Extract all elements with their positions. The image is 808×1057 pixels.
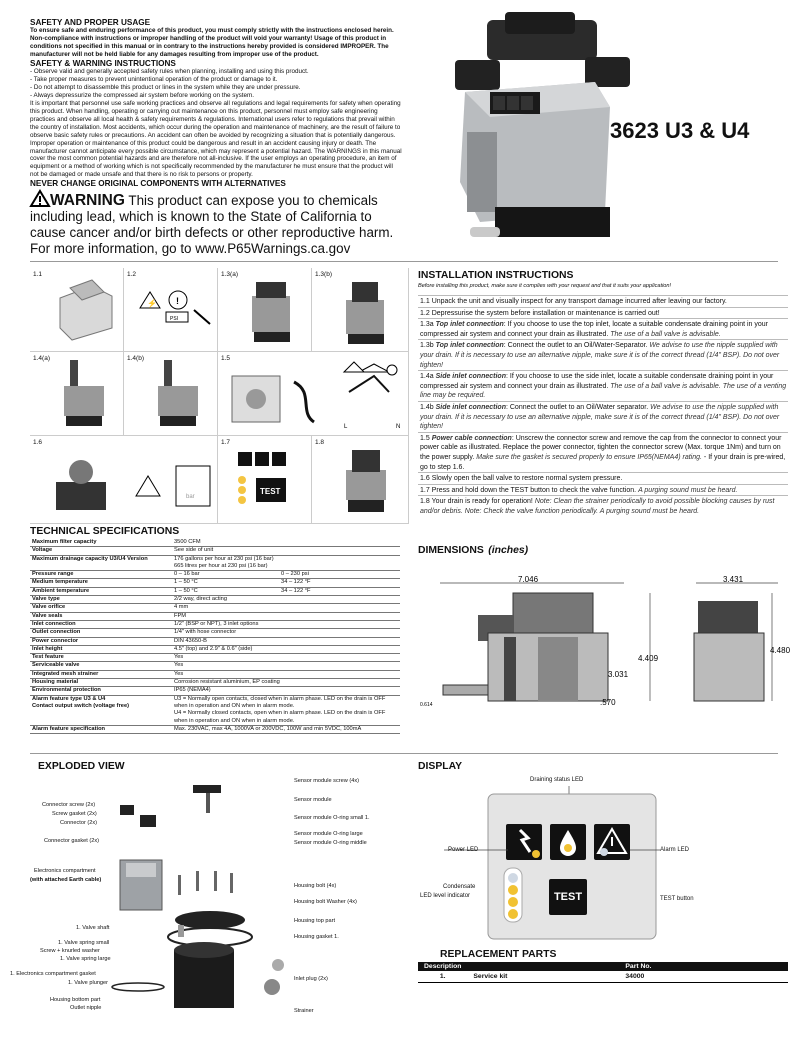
install-step: 1.4a Side inlet connection: If you choose to use the side inlet, locate a suitable condensate draining point in your compressed air system and connect your drain as illustrated. The use of a ball valve is advisable. The use of a venting line may be required. [418, 371, 788, 402]
step-label: 1.5 [221, 355, 231, 362]
step-label: 1.1 [33, 271, 43, 278]
technical-specifications [30, 526, 400, 734]
spec-row [30, 596, 400, 604]
spec-key: Alarm feature specification [30, 725, 172, 733]
spec-value: Yes [172, 662, 400, 670]
spec-value: 0 – 16 bar [172, 571, 279, 579]
spec-value: Max. 230VAC, max 4A, 1000VA or 200VDC, 100W and min 5VDC, 100mA [172, 725, 400, 733]
safety-bullet: - Do not attempt to disassemble this product or lines in the system while they are under pressure. [30, 84, 301, 92]
spec-key: Maximum filter capacity [30, 539, 172, 547]
spec-key: Inlet connection [30, 620, 172, 628]
step-label: 1.3(a) [221, 271, 238, 278]
exploded-drawing [100, 775, 300, 1045]
power-led-label: Power LED [448, 847, 479, 853]
warning-triangle-icon [30, 190, 50, 207]
safety-bullet: - Observe valid and generally accepted safety rules when planning, installing and using this product. [30, 68, 309, 76]
table-row: 1. Service kit 34000 [418, 971, 788, 983]
spec-value: See side of unit [172, 547, 400, 555]
safety-subtitle: SAFETY & WARNING INSTRUCTIONS [30, 59, 176, 69]
terminal-L: L [344, 424, 348, 430]
exploded-label: Housing bottom part [50, 997, 101, 1003]
step-label: 1.4(a) [33, 355, 50, 362]
prop65-warning [30, 190, 402, 257]
spec-key: Inlet height [30, 645, 172, 653]
safety-bullet: - Always depressurize the compressed air system before working on the system. [30, 92, 254, 100]
safety-closing: NEVER CHANGE ORIGINAL COMPONENTS WITH ALTERNATIVES [30, 179, 286, 189]
step-cell [218, 436, 312, 524]
safety-section [30, 18, 402, 189]
spec-value-imperial: 34 – 122 °F [279, 579, 400, 587]
specs-table [30, 539, 400, 734]
svg-text:⚡: ⚡ [147, 299, 157, 308]
dimensions-section [418, 540, 528, 558]
spec-row [30, 645, 400, 653]
spec-row [30, 604, 400, 612]
exploded-label: 1. Valve spring small [58, 940, 110, 946]
step-label: 1.8 [315, 439, 325, 446]
spec-key: Medium temperature [30, 579, 172, 587]
spec-key: Integrated mesh strainer [30, 670, 172, 678]
spec-row [30, 670, 400, 678]
step-label: 1.3(b) [315, 271, 332, 278]
spec-row [30, 555, 400, 571]
install-step: 1.4b Side inlet connection: Connect the outlet to an Oil/Water separator. We advise to use the nipple supplied with your drain. If it is necessary to use an alternative nipple, make sure it is of the correct thread (1/4" BSP). Do not over tighten! [418, 402, 788, 433]
exploded-label: 1. Valve shaft [76, 925, 110, 931]
spec-value: Yes [172, 670, 400, 678]
exploded-label: 1. Valve plunger [68, 980, 109, 986]
dim-depth: 3.431 [723, 575, 744, 584]
spec-key: Ambient temperature [30, 587, 172, 595]
safety-title: SAFETY AND PROPER USAGE [30, 18, 151, 27]
step-cell [124, 352, 218, 436]
spec-key: Voltage [30, 547, 172, 555]
spec-row [30, 687, 400, 695]
exploded-label: Screw gasket (2x) [52, 811, 97, 817]
test-label: TEST [260, 487, 281, 496]
installation-section [418, 270, 788, 516]
exploded-label: Electronics compartment [34, 868, 96, 874]
step-cell [124, 268, 218, 352]
level-indicator-label: LED level indicator [420, 893, 471, 899]
spec-value: 4 mm [172, 604, 400, 612]
dimensions-title: DIMENSIONS [418, 545, 484, 556]
svg-text:!: ! [176, 296, 179, 306]
install-step: 1.3b Top inlet connection: Connect the outlet to an Oil/Water-Separator. We advise to use the nipple supplied with your drain. If it is necessary to use an alternative nipple, make sure it is of the correct thread (1/4" BSP). Do not over tighten! [418, 340, 788, 371]
spec-value-imperial: 34 – 122 °F [279, 587, 400, 595]
safety-intro: To ensure safe and enduring performance of this product, you must comply strictly with the instructions enclosed herein. Non-compliance with instructions or improper handling of the product will void your warranty! Usage of this product in conditions not specified in this manual or in contrary to the instructions hereby provided is considered IMPROPER. The manufacturer will not be held liable for any damages resulting from improper use of the product. [30, 27, 394, 59]
spec-value-imperial: 0 – 230 psi [279, 571, 400, 579]
condensate-label: Condensate [443, 884, 476, 890]
exploded-label: Outlet nipple [70, 1005, 102, 1011]
exploded-label: Housing bolt Washer (4x) [294, 899, 357, 905]
spec-key: Housing material [30, 679, 172, 687]
spec-value: DIN 43650-B [172, 637, 400, 645]
step-cell [312, 268, 409, 352]
spec-key: Serviceable valve [30, 662, 172, 670]
step-cell [30, 436, 218, 524]
spec-row [30, 547, 400, 555]
spec-row [30, 539, 400, 547]
spec-key: Valve seals [30, 612, 172, 620]
spec-value: U3 = Normally open contacts, closed when in alarm phase. LED on the drain is OFF when in operation and ON when in alarm mode. U4 = Normally closed contacts, open when in alarm phase. LED on the drain is OFF when in operation and ON when in alarm mode. [172, 695, 400, 725]
terminal-N: N [396, 424, 401, 430]
step-image-grid [30, 268, 408, 523]
exploded-label: Strainer [294, 1008, 314, 1014]
spec-key: Maximum drainage capacity U3/U4 Version [30, 555, 172, 571]
dim-width: 7.046 [518, 575, 539, 584]
dim-h3: .570 [600, 698, 616, 707]
exploded-label: Connector (2x) [60, 820, 97, 826]
replacement-table [418, 962, 788, 983]
spec-key: Pressure range [30, 571, 172, 579]
col-header: Part No. [619, 962, 788, 971]
exploded-label: Screw + knurled washer [40, 948, 100, 954]
spec-row [30, 571, 400, 579]
exploded-label: (with attached Earth cable) [30, 877, 102, 883]
exploded-label: 1. Electronics compartment gasket [10, 971, 96, 977]
exploded-label: Housing top part [294, 918, 336, 924]
spec-value: 1/2" (BSP or NPT), 3 inlet options [172, 620, 400, 628]
exploded-label: Sensor module O-ring large [294, 831, 363, 837]
bar-label: bar [186, 494, 195, 500]
spec-value: 2/2 way, direct acting [172, 596, 400, 604]
exploded-label: Connector screw (2x) [42, 802, 96, 808]
display-title: DISPLAY [418, 761, 463, 772]
col-header: Description [418, 962, 467, 971]
psi-label: PSI [170, 316, 179, 322]
spec-row [30, 695, 400, 725]
install-step: 1.7 Press and hold down the TEST button to check the valve function. A purging sound must be heard. [418, 485, 788, 497]
exploded-label: Sensor module [294, 797, 332, 803]
spec-key: Valve orifice [30, 604, 172, 612]
step-cell [218, 268, 312, 352]
spec-key: Power connector [30, 637, 172, 645]
spec-value: 1 – 50 °C [172, 579, 279, 587]
spec-value: FPM [172, 612, 400, 620]
step-label: 1.2 [127, 271, 137, 278]
spec-value: 1 – 50 °C [172, 587, 279, 595]
spec-value: 176 gallons per hour at 230 psi (16 bar) 665 litres per hour at 230 psi (16 bar) [172, 555, 400, 571]
draining-led-label: Draining status LED [530, 777, 584, 783]
dimensions-drawing [418, 575, 791, 715]
warning-text: This product can expose you to chemicals including lead, which is known to the State of California to cause cancer and/or birth defects or other reproductive harm. For more information, go to www.P65Warnings.ca.gov [30, 193, 394, 256]
spec-value: IP65 (NEMA4) [172, 687, 400, 695]
spec-key: Alarm feature type U3 & U4 Contact output switch (voltage free) [30, 695, 172, 725]
step-cell [218, 352, 409, 436]
test-button-label: TEST button [660, 896, 694, 902]
spec-key: Valve type [30, 596, 172, 604]
step-cell [312, 436, 409, 524]
spec-row [30, 654, 400, 662]
step-cell [30, 352, 124, 436]
install-step: 1.3a Top inlet connection: If you choose to use the top inlet, locate a suitable condensate draining point in your compressed air system and connect your drain as illustrated. The use of a ball valve is advisable. [418, 319, 788, 340]
spec-row [30, 725, 400, 733]
spec-row [30, 620, 400, 628]
spec-row [30, 579, 400, 587]
spec-row [30, 629, 400, 637]
install-step: 1.1 Unpack the unit and visually inspect for any transport damage incurred after leaving our factory. [418, 296, 788, 308]
step-label: 1.7 [221, 439, 231, 446]
install-step: 1.5 Power cable connection: Unscrew the connector screw and remove the cap from the connector to connect your power cable as illustrated. Replace the power connector, tighten the connector screw (Max. torque 1Nm) and turn on the power supply. Make sure the gasket is secured properly to ensure IP65(NEMA4) rating. - If your drain is pre-wired, go to step 1.6. [418, 433, 788, 473]
install-step: 1.2 Depressurise the system before installation or maintenance is carried out! [418, 308, 788, 320]
spec-key: Test feature [30, 654, 172, 662]
exploded-label: Sensor module screw (4x) [294, 778, 359, 784]
exploded-label: Housing bolt (4x) [294, 883, 337, 889]
exploded-label: Sensor module O-ring small 1. [294, 815, 370, 821]
dim-h5: 0.614 [420, 702, 433, 708]
alarm-led-label: Alarm LED [660, 847, 690, 853]
exploded-label: Housing gasket 1. [294, 934, 339, 940]
spec-value: 4.5" (top) and 2.9" & 0.6" (side) [172, 645, 400, 653]
col-header [467, 962, 619, 971]
dim-h4: 4.480 [770, 646, 791, 655]
spec-value: 1/4" with hose connector [172, 629, 400, 637]
safety-body: It is important that personnel use safe working practices and observe all regulations and legal requirements for safety when operating this product. When handling, operating or carrying out maintenance on this product, personnel must employ safe engineering practices and observe all local health & safety requirements & regulations. International users refer to regulations that prevail within the country of installation. Most accidents, which occur during the operation and maintenance of machinery, are the result of failure to observe basic safety rules or precautions. An accident can often be avoided by recognizing a situation that is potentially dangerous. Improper operation or maintenance of this product could be dangerous and result in an accident causing injury or death. The manufacturer cannot anticipate every possible circumstance, which may represent a potential hazard. The WARNINGS in this manual cover the most common potential hazards and are therefore not all-inclusive. If the user employs an operating procedure, an item of equipment or a method of working which is not specifically recommended by the manufacturer he must ensure that the product will not be damaged or made unsafe and that there is no risk to persons or property. [30, 100, 402, 179]
spec-value: 3500 CFM [172, 539, 400, 547]
exploded-label: Inlet plug (2x) [294, 976, 328, 982]
dimensions-unit: (inches) [488, 545, 529, 556]
safety-bullet: - Take proper measures to prevent unintentional operation of the product or damage to it. [30, 76, 278, 84]
replacement-parts [418, 949, 788, 983]
spec-row [30, 587, 400, 595]
spec-value: Corrosion resistant aluminium, EP coating [172, 679, 400, 687]
install-step: 1.8 Your drain is ready for operation! Note: Clean the strainer periodically to avoid possible blocking causes by rust and/or debris. Note: Check the valve function periodically. A purging sound must be heard. [420, 498, 775, 515]
exploded-label: 1. Valve spring large [60, 956, 111, 962]
step-label: 1.4(b) [127, 355, 144, 362]
spec-key: Outlet connection [30, 629, 172, 637]
step-label: 1.6 [33, 439, 43, 446]
test-button[interactable]: TEST [549, 879, 587, 915]
spec-key: Environmental protection [30, 687, 172, 695]
spec-row [30, 637, 400, 645]
step-cell [30, 268, 124, 352]
spec-row [30, 612, 400, 620]
spec-value: Yes [172, 654, 400, 662]
installation-lead: Before installing this product, make sure it complies with your request and that it suits your application! [418, 283, 672, 289]
spec-row [30, 679, 400, 687]
display-panel [484, 786, 660, 946]
exploded-label: Connector gasket (2x) [44, 838, 100, 844]
exploded-label: Sensor module O-ring middle [294, 840, 367, 846]
installation-title: INSTALLATION INSTRUCTIONS [418, 270, 574, 281]
exploded-title: EXPLODED VIEW [38, 761, 125, 772]
product-title: 3623 U3 & U4 [610, 118, 750, 143]
specs-title: TECHNICAL SPECIFICATIONS [30, 526, 180, 537]
spec-row [30, 662, 400, 670]
warning-label: WARNING [50, 192, 125, 209]
dim-h2: 3.031 [608, 670, 629, 679]
install-step: 1.6 Slowly open the ball valve to restore normal system pressure. [418, 473, 788, 485]
replacement-title: REPLACEMENT PARTS [440, 949, 557, 960]
dim-h1: 4.409 [638, 654, 659, 663]
